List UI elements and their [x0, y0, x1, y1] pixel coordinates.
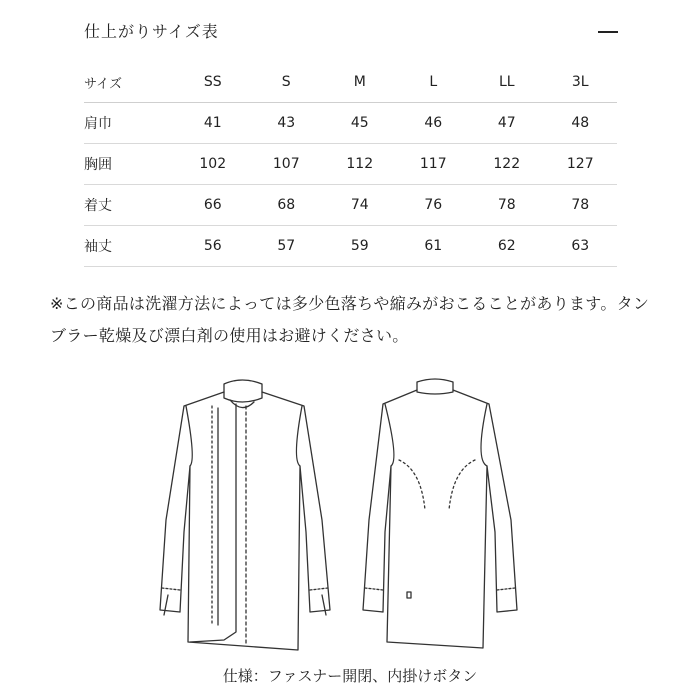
table-cell: 117 [397, 144, 471, 185]
table-row [84, 185, 617, 226]
table-row [84, 226, 617, 267]
minus-icon[interactable] [598, 31, 618, 33]
table-cell: 48 [544, 103, 618, 144]
table-cell: 43 [250, 103, 324, 144]
column-header-s: S [250, 62, 324, 103]
column-header-ss: SS [176, 62, 250, 103]
table-cell: 122 [470, 144, 544, 185]
care-note: ※この商品は洗濯方法によっては多少色落ちや縮みがおこることがあります。タンブラー乾燥及び漂白剤の使用はお避けください。 [50, 294, 650, 345]
spec-caption: 仕様：ファスナー開閉、内掛けボタン [222, 667, 478, 685]
table-cell: 74 [323, 185, 397, 226]
jacket-back-drawing [363, 379, 517, 648]
section-title: 仕上がりサイズ表 [84, 22, 219, 41]
table-cell: 112 [323, 144, 397, 185]
table-cell: 46 [397, 103, 471, 144]
table-cell: 107 [250, 144, 324, 185]
row-label: 袖丈 [84, 226, 176, 267]
table-cell: 66 [176, 185, 250, 226]
column-header-l: L [397, 62, 471, 103]
table-cell: 68 [250, 185, 324, 226]
column-header-ll: LL [470, 62, 544, 103]
table-cell: 78 [470, 185, 544, 226]
table-cell: 127 [544, 144, 618, 185]
table-cell: 63 [544, 226, 618, 267]
table-header-row [84, 62, 617, 103]
table-cell: 61 [397, 226, 471, 267]
table-cell: 41 [176, 103, 250, 144]
row-label: 肩巾 [84, 103, 176, 144]
jacket-drawings [150, 370, 550, 660]
size-table [84, 62, 617, 267]
table-cell: 102 [176, 144, 250, 185]
table-cell: 57 [250, 226, 324, 267]
table-cell: 62 [470, 226, 544, 267]
table-row [84, 144, 617, 185]
section-header [84, 19, 616, 45]
row-label: 着丈 [84, 185, 176, 226]
column-header-3l: 3L [544, 62, 618, 103]
row-label: 胸囲 [84, 144, 176, 185]
table-row [84, 103, 617, 144]
column-header-size: サイズ [84, 62, 176, 103]
table-cell: 56 [176, 226, 250, 267]
jacket-front-drawing [160, 380, 330, 650]
table-cell: 47 [470, 103, 544, 144]
table-cell: 78 [544, 185, 618, 226]
table-cell: 59 [323, 226, 397, 267]
table-cell: 76 [397, 185, 471, 226]
column-header-m: M [323, 62, 397, 103]
table-cell: 45 [323, 103, 397, 144]
